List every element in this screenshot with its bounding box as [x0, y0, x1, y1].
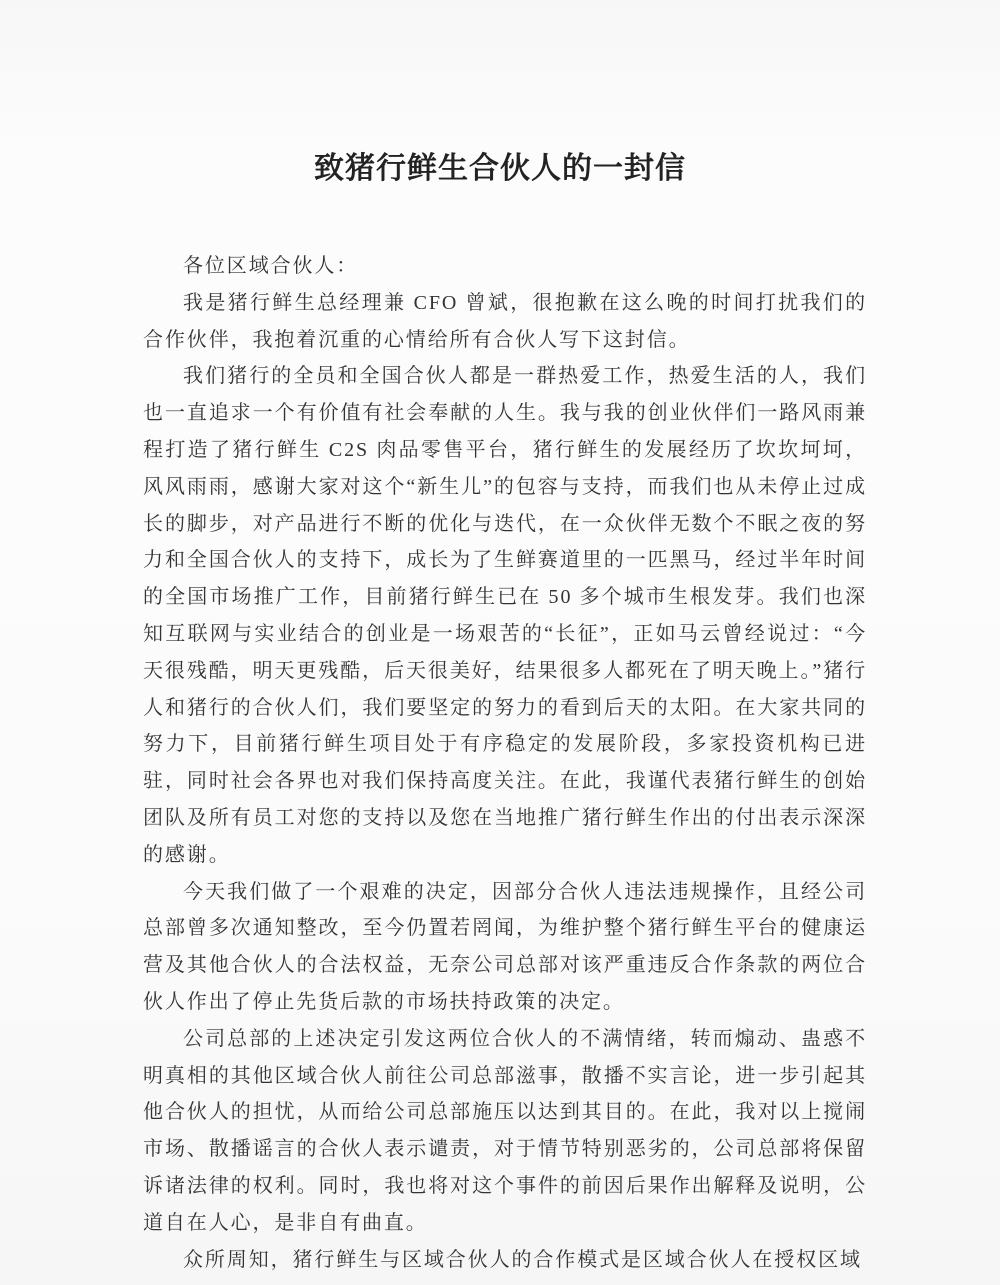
letter-title: 致猪行鲜生合伙人的一封信: [314, 152, 686, 185]
paragraph-difficult-decision: 今天我们做了一个艰难的决定，因部分合伙人违法违规操作，且经公司总部曾多次通知整改，至今仍置若罔闻，为维护整个猪行鲜生平台的健康运营及其他合伙人的合法权益，无奈公司总部对该严重违反合作条款的两位合伙人作出了停止先货后款的市场扶持政策的决定。: [143, 880, 867, 1013]
paragraph-cooperation-model: 众所周知，猪行鲜生与区域合伙人的合作模式是区域合伙人在授权区域: [183, 1248, 862, 1271]
paragraph-condemnation: 公司总部的上述决定引发这两位合伙人的不满情绪，转而煽动、蛊惑不明真相的其他区域合伙人前往公司总部滋事，散播不实言论，进一步引起其他合伙人的担忧，从而给公司总部施压以达到其目的。在此，我对以上搅闹市场、散播谣言的合伙人表示谴责，对于情节特别恶劣的，公司总部将保留诉诸法律的权利。同时，我也将对这个事件的前因后果作出解释及说明，公道自在人心，是非自有曲直。: [143, 1027, 867, 1234]
paragraph-intro: 我是猪行鲜生总经理兼 CFO 曾斌，很抱歉在这么晚的时间打扰我们的合作伙伴，我抱着沉重的心情给所有合伙人写下这封信。: [143, 291, 867, 351]
paragraph-company-journey: 我们猪行的全员和全国合伙人都是一群热爱工作，热爱生活的人，我们也一直追求一个有价值有社会奉献的人生。我与我的创业伙伴们一路风雨兼程打造了猪行鲜生 C2S 肉品零售平台，猪行鲜生的发展经历了坎坎坷坷，风风雨雨，感谢大家对这个“新生儿”的包容与支持，而我们也从未停止过成长的脚步，对产品进行不断的优化与迭代，在一众伙伴无数个不眠之夜的努力和全国合伙人的支持下，成长为了生鲜赛道里的一匹黑马，经过半年时间的全国市场推广工作，目前猪行鲜生已在 50 多个城市生根发芽。我们也深知互联网与实业结合的创业是一场艰苦的“长征”，正如马云曾经说过：“今天很残酷，明天更残酷，后天很美好，结果很多人都死在了明天晚上。”猪行人和猪行的合伙人们，我们要坚定的努力的看到后天的太阳。在大家共同的努力下，目前猪行鲜生项目处于有序稳定的发展阶段，多家投资机构已进驻，同时社会各界也对我们保持高度关注。在此，我谨代表猪行鲜生的创始团队及所有员工对您的支持以及您在当地推广猪行鲜生作出的付出表示深深的感谢。: [143, 365, 867, 866]
salutation: 各位区域合伙人：: [183, 255, 359, 277]
letter-body: [143, 248, 867, 1278]
